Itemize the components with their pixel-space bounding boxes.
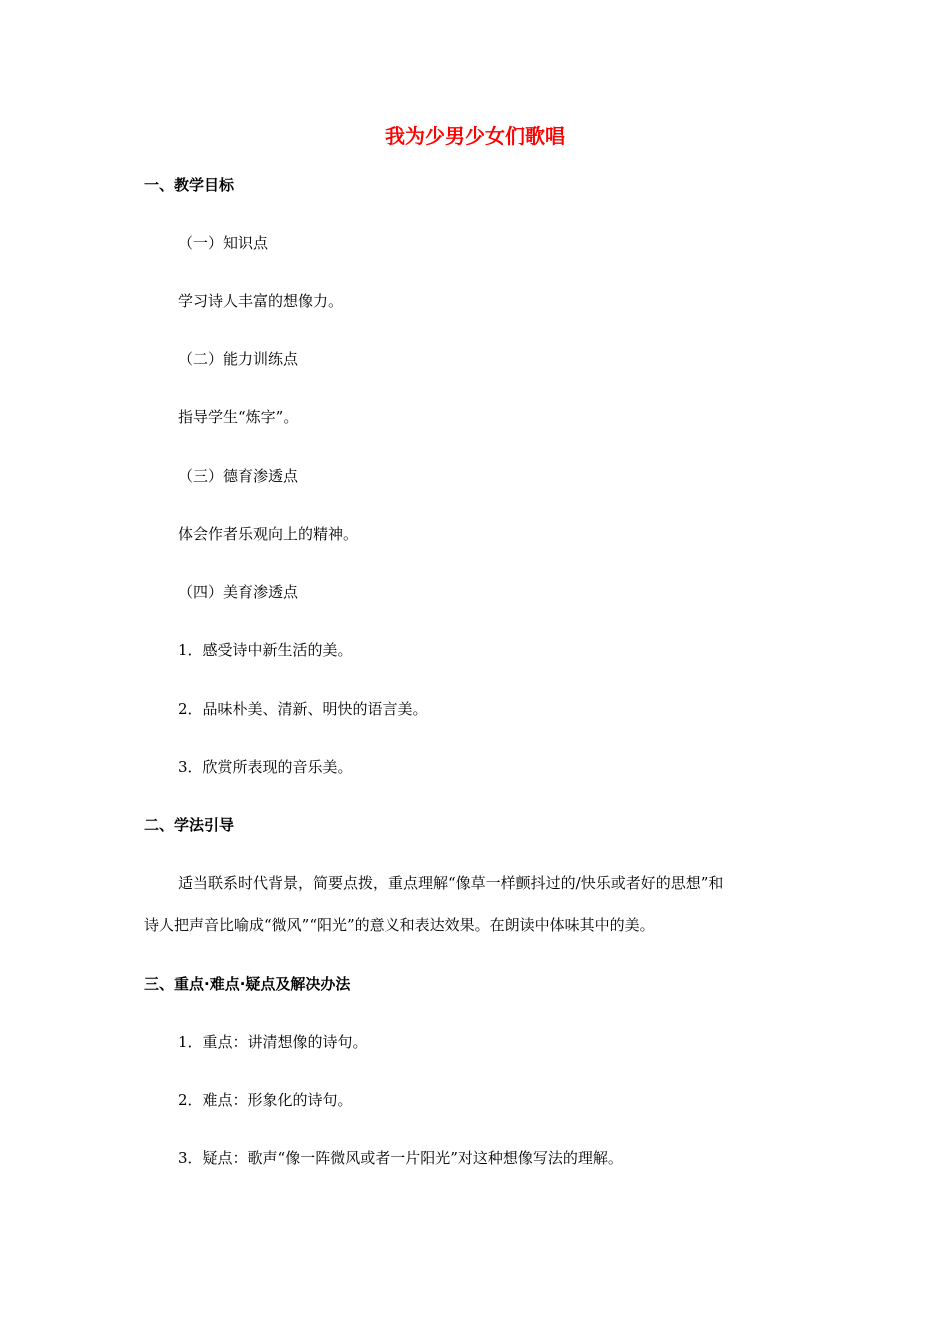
ability-text: 指导学生“炼字”。 [178, 408, 299, 426]
list-item: 1．重点：讲清想像的诗句。 [178, 1033, 368, 1051]
study-guide-paragraph-line-2: 诗人把声音比喻成“微风”“阳光”的意义和表达效果。在朗读中体味其中的美。 [144, 916, 655, 934]
list-item: 3．疑点：歌声“像一阵微风或者一片阳光”对这种想像写法的理解。 [178, 1149, 623, 1167]
subheading-ability: （二）能力训练点 [178, 350, 299, 368]
section-heading-study-guide: 二、学法引导 [144, 816, 235, 834]
study-guide-paragraph-line-1: 适当联系时代背景，简要点拨，重点理解“像草一样颤抖过的/快乐或者好的思想”和 [178, 874, 724, 892]
page-title: 我为少男少女们歌唱 [385, 124, 565, 148]
subheading-knowledge: （一）知识点 [178, 234, 269, 252]
list-item: 1．感受诗中新生活的美。 [178, 641, 353, 659]
list-item: 3．欣赏所表现的音乐美。 [178, 758, 353, 776]
moral-text: 体会作者乐观向上的精神。 [178, 525, 359, 543]
subheading-aesthetic: （四）美育渗透点 [178, 583, 299, 601]
list-item: 2．难点：形象化的诗句。 [178, 1091, 353, 1109]
list-item: 2．品味朴美、清新、明快的语言美。 [178, 700, 428, 718]
knowledge-text: 学习诗人丰富的想像力。 [178, 292, 344, 310]
section-heading-teaching-goals: 一、教学目标 [144, 176, 235, 194]
subheading-moral: （三）德育渗透点 [178, 467, 299, 485]
section-heading-key-points: 三、重点·难点·疑点及解决办法 [144, 975, 351, 993]
